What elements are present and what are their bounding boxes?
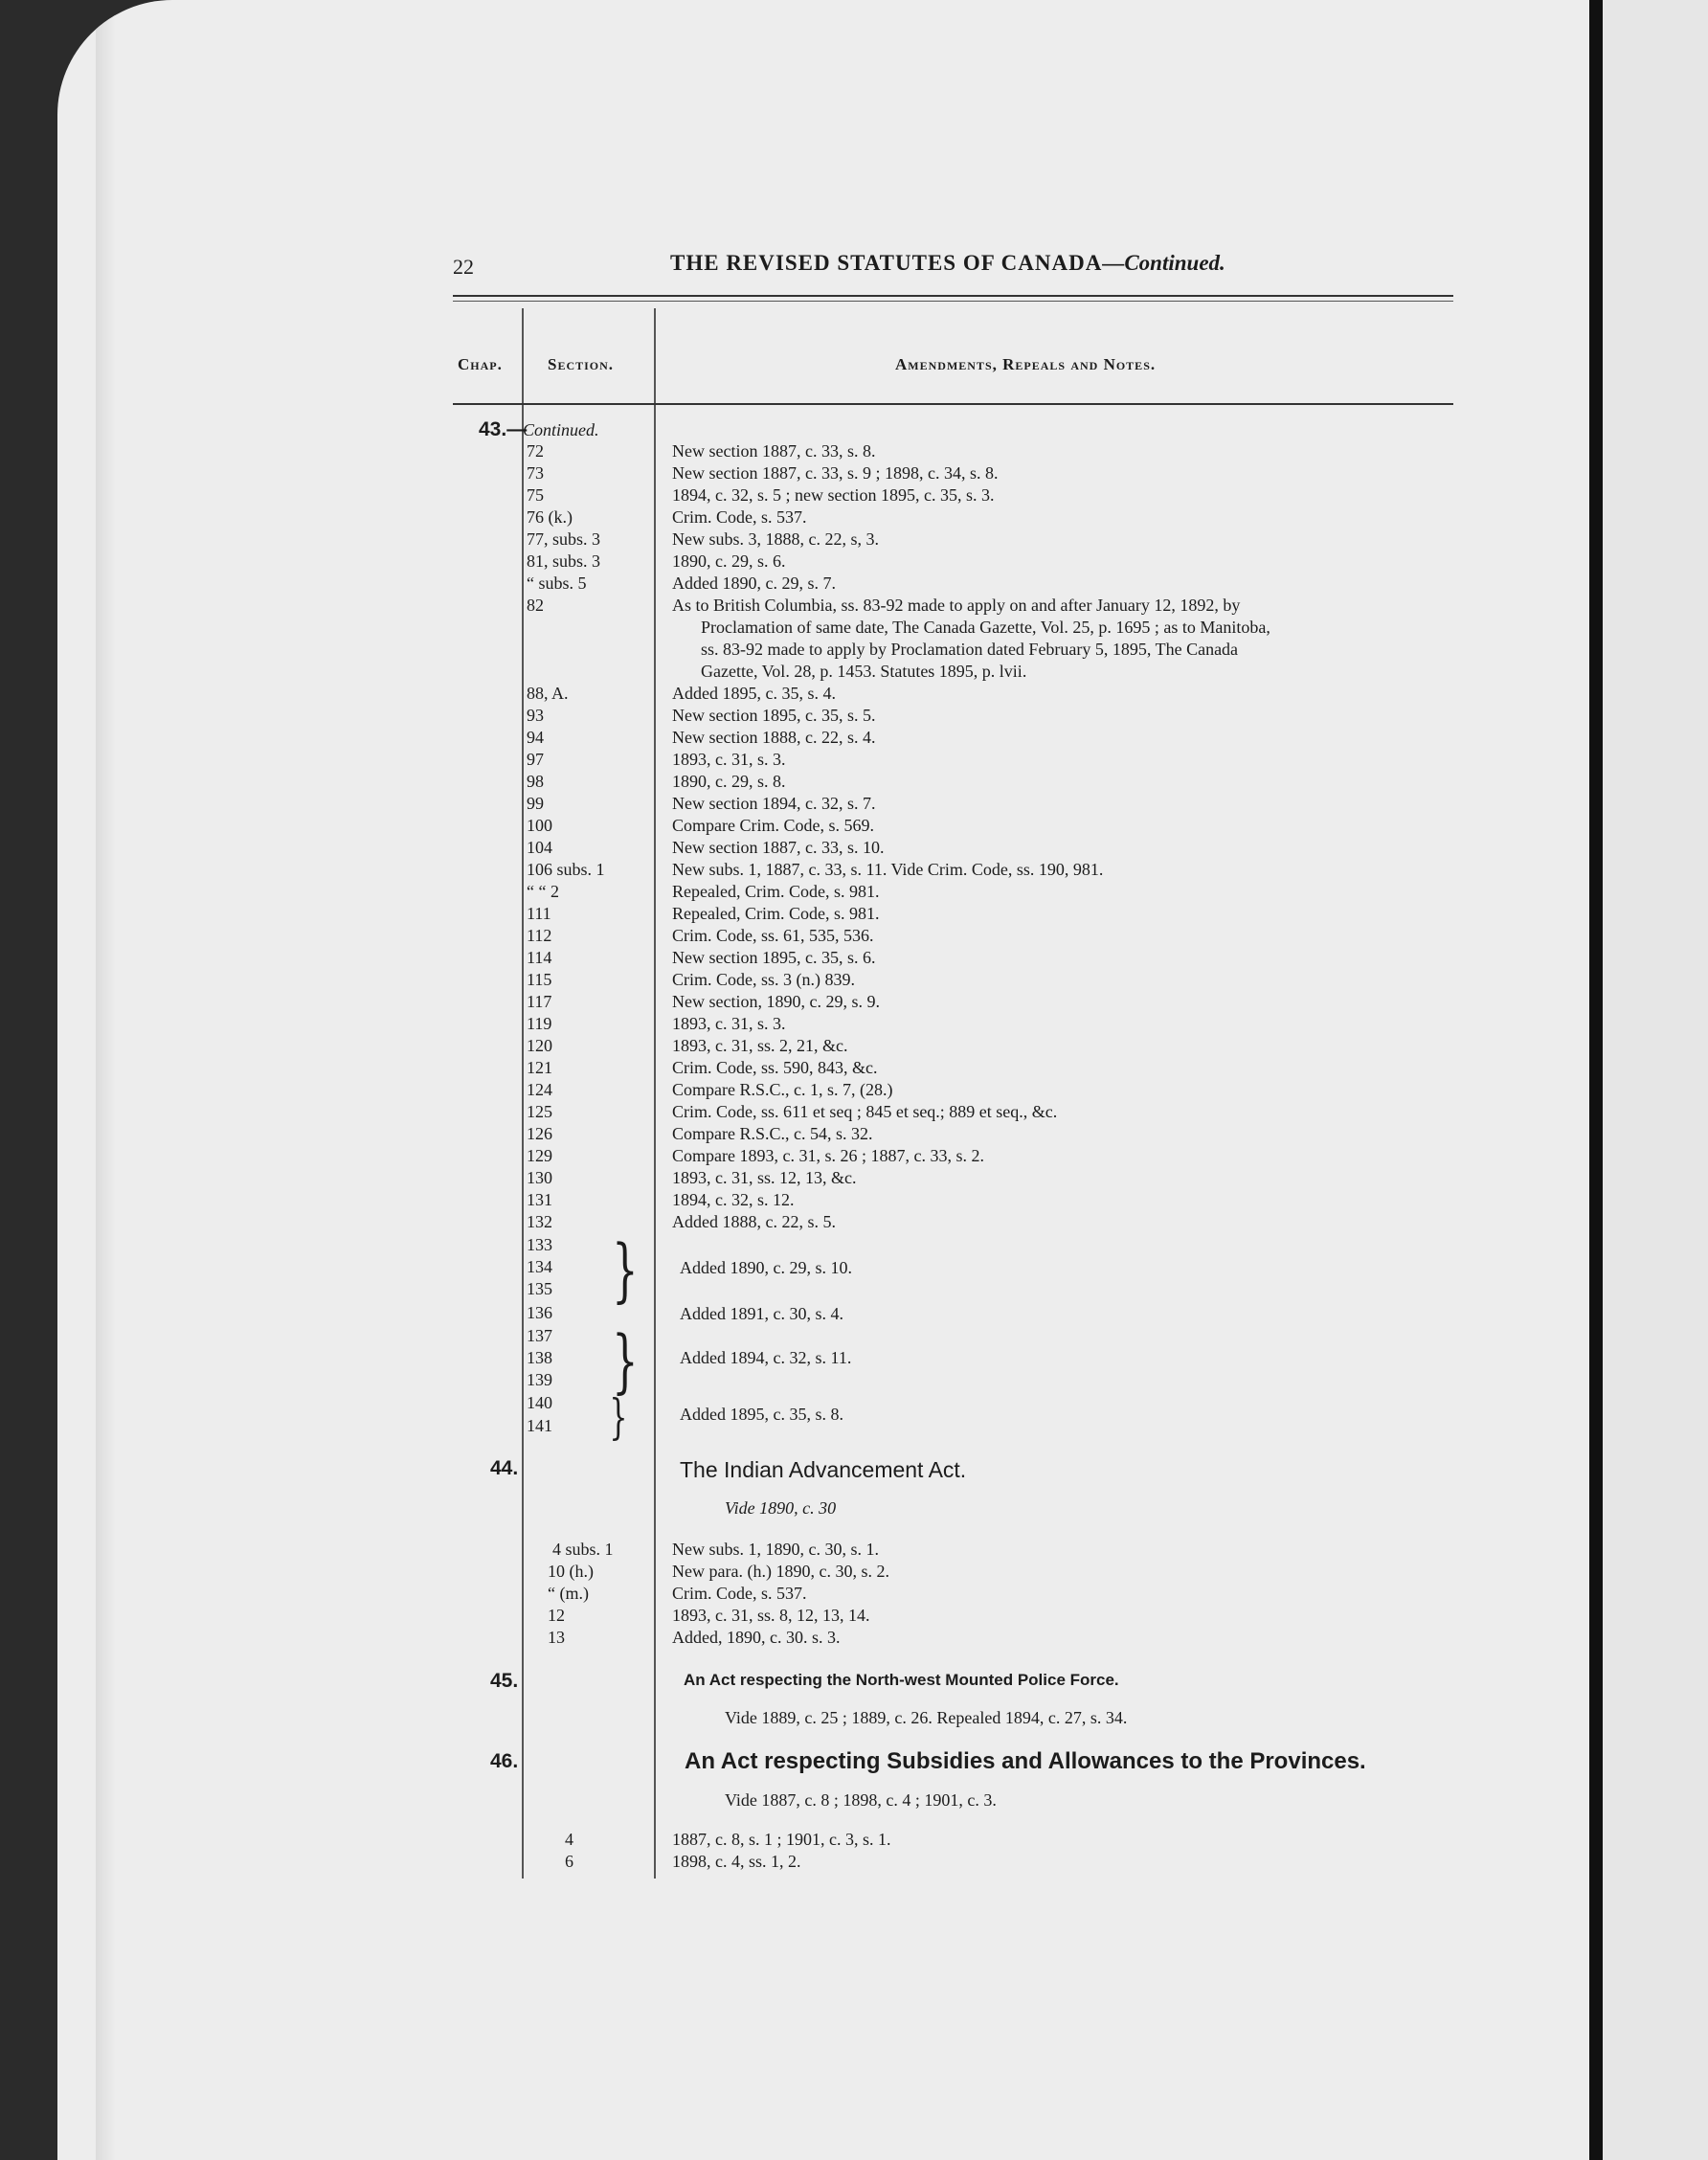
note-text: New section 1888, c. 22, s. 4. bbox=[672, 728, 876, 747]
column-header-rule bbox=[453, 403, 1453, 405]
note-text: New section 1887, c. 33, s. 9 ; 1898, c. 34, s. 8. bbox=[672, 463, 999, 483]
vide-reference: Vide 1890, c. 30 bbox=[725, 1498, 837, 1518]
section-number: 94 bbox=[527, 728, 544, 747]
note-text: New subs. 1, 1887, c. 33, s. 11. Vide Crim. Code, ss. 190, 981. bbox=[672, 860, 1104, 879]
section-number: 131 bbox=[527, 1190, 552, 1209]
note-text: Added 1890, c. 29, s. 7. bbox=[672, 574, 836, 593]
section-number: 115 bbox=[527, 970, 552, 989]
document-page bbox=[57, 0, 1589, 2160]
note-text: 1893, c. 31, s. 3. bbox=[672, 1014, 786, 1033]
section-number: 75 bbox=[527, 485, 544, 505]
note-text: 1890, c. 29, s. 6. bbox=[672, 551, 786, 571]
section-number: 132 bbox=[527, 1212, 552, 1231]
chapter-number: 46. bbox=[490, 1750, 519, 1772]
section-number: 124 bbox=[527, 1080, 552, 1099]
section-number: 119 bbox=[527, 1014, 552, 1033]
section-number: 76 (k.) bbox=[527, 507, 573, 527]
note-text: New section, 1890, c. 29, s. 9. bbox=[672, 992, 880, 1011]
section-number: 98 bbox=[527, 772, 544, 791]
page-title-suffix: —Continued. bbox=[1102, 251, 1225, 275]
vide-reference: Vide 1889, c. 25 ; 1889, c. 26. Repealed 1894, c. 27, s. 34. bbox=[725, 1708, 1128, 1727]
page-title-text: THE REVISED STATUTES OF CANADA bbox=[670, 251, 1103, 275]
note-text: ss. 83-92 made to apply by Proclamation dated February 5, 1895, The Canada bbox=[701, 640, 1239, 659]
note-text: 1893, c. 31, ss. 12, 13, &c. bbox=[672, 1168, 857, 1187]
note-text: Crim. Code, ss. 611 et seq ; 845 et seq.; 889 et seq., &c. bbox=[672, 1102, 1058, 1121]
note-text: Crim. Code, ss. 3 (n.) 839. bbox=[672, 970, 855, 989]
brace-group-133-135: } bbox=[612, 1229, 639, 1310]
section-number: 139 bbox=[527, 1370, 552, 1389]
header-rule-top bbox=[453, 295, 1453, 297]
section-number: 4 subs. 1 bbox=[552, 1540, 614, 1559]
column-header-chap: Chap. bbox=[458, 355, 503, 373]
note-text: 1887, c. 8, s. 1 ; 1901, c. 3, s. 1. bbox=[672, 1830, 891, 1849]
note-text: Repealed, Crim. Code, s. 981. bbox=[672, 882, 880, 901]
note-text: Compare Crim. Code, s. 569. bbox=[672, 816, 874, 835]
section-number: 141 bbox=[527, 1416, 552, 1435]
section-number: 81, subs. 3 bbox=[527, 551, 601, 571]
section-number: 13 bbox=[548, 1628, 565, 1647]
section-number: 72 bbox=[527, 441, 544, 461]
note-text: Added 1891, c. 30, s. 4. bbox=[680, 1304, 843, 1323]
section-number: 106 subs. 1 bbox=[527, 860, 605, 879]
note-text: 1894, c. 32, s. 5 ; new section 1895, c. 35, s. 3. bbox=[672, 485, 995, 505]
note-text: 1893, c. 31, s. 3. bbox=[672, 750, 786, 769]
section-number: 6 bbox=[565, 1852, 573, 1871]
note-text: New section 1887, c. 33, s. 8. bbox=[672, 441, 876, 461]
section-number: 135 bbox=[527, 1279, 552, 1298]
note-text: New section 1895, c. 35, s. 6. bbox=[672, 948, 876, 967]
note-text: Proclamation of same date, The Canada Gazette, Vol. 25, p. 1695 ; as to Manitoba, bbox=[701, 618, 1270, 637]
note-text: Compare R.S.C., c. 54, s. 32. bbox=[672, 1124, 873, 1143]
section-number: 12 bbox=[548, 1606, 565, 1625]
section-number: 140 bbox=[527, 1393, 552, 1412]
section-number: 82 bbox=[527, 596, 544, 615]
column-divider-chap bbox=[522, 308, 524, 1879]
chapter-title: The Indian Advancement Act. bbox=[680, 1457, 967, 1482]
section-number: “ “ 2 bbox=[527, 882, 559, 901]
section-number: 97 bbox=[527, 750, 544, 769]
note-text: 1894, c. 32, s. 12. bbox=[672, 1190, 795, 1209]
chapter-number: 45. bbox=[490, 1670, 519, 1692]
chapter-title: An Act respecting Subsidies and Allowances to the Provinces. bbox=[685, 1748, 1366, 1774]
note-text: 1893, c. 31, ss. 8, 12, 13, 14. bbox=[672, 1606, 870, 1625]
page-title bbox=[670, 251, 1225, 276]
note-text: Repealed, Crim. Code, s. 981. bbox=[672, 904, 880, 923]
continued-label: Continued. bbox=[523, 420, 599, 439]
note-text: Crim. Code, s. 537. bbox=[672, 1584, 807, 1603]
section-number: 114 bbox=[527, 948, 552, 967]
note-text: New para. (h.) 1890, c. 30, s. 2. bbox=[672, 1562, 889, 1581]
section-number: 130 bbox=[527, 1168, 552, 1187]
note-text: Compare R.S.C., c. 1, s. 7, (28.) bbox=[672, 1080, 893, 1099]
section-number: “ subs. 5 bbox=[527, 574, 587, 593]
section-number: 134 bbox=[527, 1257, 552, 1276]
section-number: 100 bbox=[527, 816, 552, 835]
section-number: 137 bbox=[527, 1326, 552, 1345]
page-number: 22 bbox=[453, 255, 474, 279]
note-text: Crim. Code, ss. 590, 843, &c. bbox=[672, 1058, 878, 1077]
section-number: 4 bbox=[565, 1830, 573, 1849]
brace-group-137-139: } bbox=[612, 1320, 639, 1401]
section-number: 121 bbox=[527, 1058, 552, 1077]
section-number: 88, A. bbox=[527, 684, 569, 703]
chapter-number: 43.— bbox=[479, 418, 528, 440]
note-text: New section 1894, c. 32, s. 7. bbox=[672, 794, 876, 813]
note-text: New subs. 1, 1890, c. 30, s. 1. bbox=[672, 1540, 879, 1559]
note-text: Added, 1890, c. 30. s. 3. bbox=[672, 1628, 841, 1647]
note-text: New section 1895, c. 35, s. 5. bbox=[672, 706, 876, 725]
section-number: 117 bbox=[527, 992, 552, 1011]
section-number: 138 bbox=[527, 1348, 552, 1367]
note-text: Added 1894, c. 32, s. 11. bbox=[680, 1348, 852, 1367]
section-number: 112 bbox=[527, 926, 552, 945]
adjacent-page-edge bbox=[1589, 0, 1708, 2160]
section-number: 77, subs. 3 bbox=[527, 529, 601, 549]
note-text: 1898, c. 4, ss. 1, 2. bbox=[672, 1852, 801, 1871]
note-text: Gazette, Vol. 28, p. 1453. Statutes 1895, p. lvii. bbox=[701, 662, 1027, 681]
section-number: 111 bbox=[527, 904, 551, 923]
note-text: Added 1895, c. 35, s. 4. bbox=[672, 684, 836, 703]
brace-group-140-141: } bbox=[609, 1389, 628, 1445]
note-text: New subs. 3, 1888, c. 22, s, 3. bbox=[672, 529, 879, 549]
section-number: 120 bbox=[527, 1036, 552, 1055]
section-number: 125 bbox=[527, 1102, 552, 1121]
note-text: 1893, c. 31, ss. 2, 21, &c. bbox=[672, 1036, 848, 1055]
chapter-title: An Act respecting the North-west Mounted Police Force. bbox=[684, 1671, 1119, 1689]
section-number: “ (m.) bbox=[548, 1584, 589, 1603]
note-text: Compare 1893, c. 31, s. 26 ; 1887, c. 33, s. 2. bbox=[672, 1146, 984, 1165]
section-number: 104 bbox=[527, 838, 552, 857]
note-text: Added 1895, c. 35, s. 8. bbox=[680, 1405, 843, 1424]
note-text: 1890, c. 29, s. 8. bbox=[672, 772, 786, 791]
section-number: 99 bbox=[527, 794, 544, 813]
note-text: Crim. Code, ss. 61, 535, 536. bbox=[672, 926, 874, 945]
section-number: 126 bbox=[527, 1124, 552, 1143]
note-text: Added 1890, c. 29, s. 10. bbox=[680, 1258, 852, 1277]
note-text: Added 1888, c. 22, s. 5. bbox=[672, 1212, 836, 1231]
vide-reference: Vide 1887, c. 8 ; 1898, c. 4 ; 1901, c. 3. bbox=[725, 1790, 997, 1810]
note-text: Crim. Code, s. 537. bbox=[672, 507, 807, 527]
header-rule-bottom bbox=[453, 301, 1453, 302]
section-number: 93 bbox=[527, 706, 544, 725]
note-text: New section 1887, c. 33, s. 10. bbox=[672, 838, 885, 857]
column-header-section: Section. bbox=[548, 355, 615, 373]
section-number: 73 bbox=[527, 463, 544, 483]
section-number: 136 bbox=[527, 1303, 552, 1322]
section-number: 133 bbox=[527, 1235, 552, 1254]
chapter-number: 44. bbox=[490, 1457, 519, 1479]
section-number: 10 (h.) bbox=[548, 1562, 594, 1581]
section-number: 129 bbox=[527, 1146, 552, 1165]
note-text: As to British Columbia, ss. 83-92 made to apply on and after January 12, 1892, by bbox=[672, 596, 1241, 615]
column-header-notes: Amendments, Repeals and Notes. bbox=[895, 355, 1157, 373]
